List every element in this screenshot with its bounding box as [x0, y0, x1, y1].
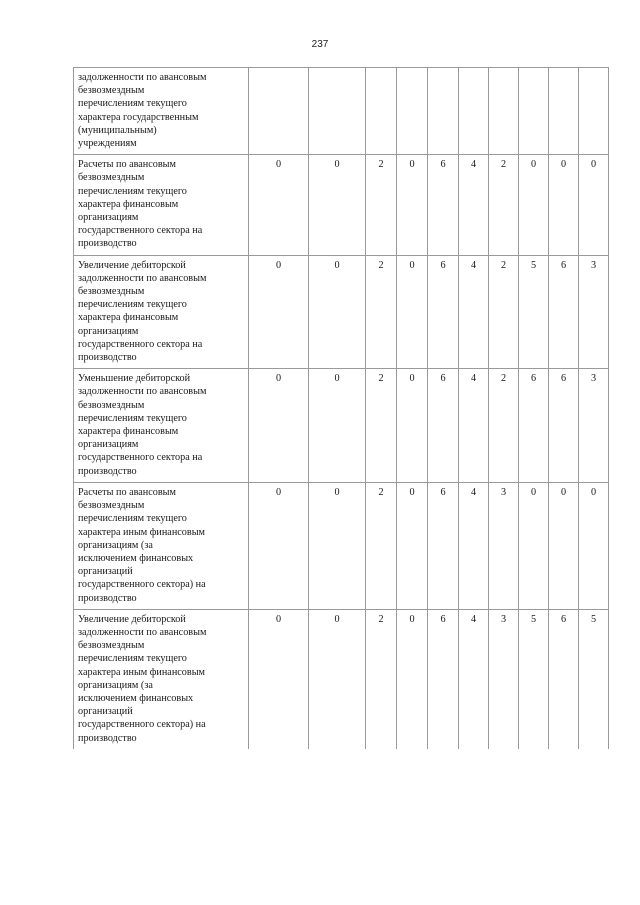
code-digit: 0: [309, 255, 366, 369]
code-digit: 0: [249, 369, 309, 483]
row-label: Увеличение дебиторской задолженности по авансовым безвозмездным перечислениям текущего характера финансовым организациям государственного сектора на производство: [74, 255, 249, 369]
code-digit: 6: [428, 482, 459, 609]
page-number: 237: [311, 39, 329, 50]
table-body: [74, 68, 609, 749]
code-digit: 3: [489, 609, 519, 749]
code-digit: 4: [459, 255, 489, 369]
code-digit: 6: [549, 255, 579, 369]
code-digit: 0: [397, 255, 428, 369]
code-digit: 5: [519, 255, 549, 369]
row-label: Расчеты по авансовым безвозмездным перечислениям текущего характера финансовым организациям государственного сектора на производство: [74, 155, 249, 255]
code-digit: 0: [309, 369, 366, 483]
code-digit: 6: [428, 255, 459, 369]
code-digit: 0: [249, 155, 309, 255]
code-digit: 2: [489, 155, 519, 255]
code-digit: 6: [428, 369, 459, 483]
row-label: задолженности по авансовым безвозмездным перечислениям текущего характера государственным (муниципальным) учреждениям: [74, 68, 249, 155]
code-digit: 2: [489, 255, 519, 369]
code-digit: 0: [397, 369, 428, 483]
code-digit: 2: [366, 482, 397, 609]
table-row: [74, 369, 609, 483]
code-digit: 6: [549, 609, 579, 749]
code-digit: 4: [459, 482, 489, 609]
account-codes-table: [73, 67, 609, 749]
row-label: Расчеты по авансовым безвозмездным перечислениям текущего характера иным финансовым организациям (за исключением финансовых организаций государственного сектора) на производство: [74, 482, 249, 609]
code-digit: 0: [249, 482, 309, 609]
table-row: [74, 482, 609, 609]
code-digit: [549, 68, 579, 155]
table-row: [74, 155, 609, 255]
code-digit: 2: [366, 255, 397, 369]
code-digit: 3: [579, 255, 609, 369]
code-digit: [579, 68, 609, 155]
code-digit: 6: [428, 155, 459, 255]
code-digit: 5: [579, 609, 609, 749]
code-digit: 4: [459, 609, 489, 749]
code-digit: 3: [489, 482, 519, 609]
table-row: [74, 255, 609, 369]
code-digit: [309, 68, 366, 155]
code-digit: 0: [579, 482, 609, 609]
code-digit: [366, 68, 397, 155]
code-digit: 0: [397, 482, 428, 609]
code-digit: 6: [519, 369, 549, 483]
code-digit: [397, 68, 428, 155]
code-digit: 0: [249, 609, 309, 749]
code-digit: 3: [579, 369, 609, 483]
code-digit: 0: [309, 482, 366, 609]
code-digit: 2: [366, 155, 397, 255]
code-digit: 2: [489, 369, 519, 483]
code-digit: 0: [309, 609, 366, 749]
code-digit: 2: [366, 369, 397, 483]
row-label: Увеличение дебиторской задолженности по авансовым безвозмездным перечислениям текущего характера иным финансовым организациям (за исключением финансовых организаций государственного сектора) на производство: [74, 609, 249, 749]
code-digit: 5: [519, 609, 549, 749]
code-digit: 0: [249, 255, 309, 369]
code-digit: 0: [309, 155, 366, 255]
table-row: [74, 609, 609, 749]
code-digit: 4: [459, 369, 489, 483]
code-digit: 2: [366, 609, 397, 749]
code-digit: 4: [459, 155, 489, 255]
code-digit: 6: [428, 609, 459, 749]
code-digit: 0: [549, 155, 579, 255]
code-digit: [249, 68, 309, 155]
code-digit: 6: [549, 369, 579, 483]
code-digit: [519, 68, 549, 155]
table-row: [74, 68, 609, 155]
code-digit: 0: [549, 482, 579, 609]
code-digit: 0: [397, 609, 428, 749]
code-digit: [459, 68, 489, 155]
code-digit: [428, 68, 459, 155]
code-digit: 0: [579, 155, 609, 255]
row-label: Уменьшение дебиторской задолженности по авансовым безвозмездным перечислениям текущего характера финансовым организациям государственного сектора на производство: [74, 369, 249, 483]
code-digit: 0: [519, 155, 549, 255]
code-digit: [489, 68, 519, 155]
code-digit: 0: [397, 155, 428, 255]
code-digit: 0: [519, 482, 549, 609]
